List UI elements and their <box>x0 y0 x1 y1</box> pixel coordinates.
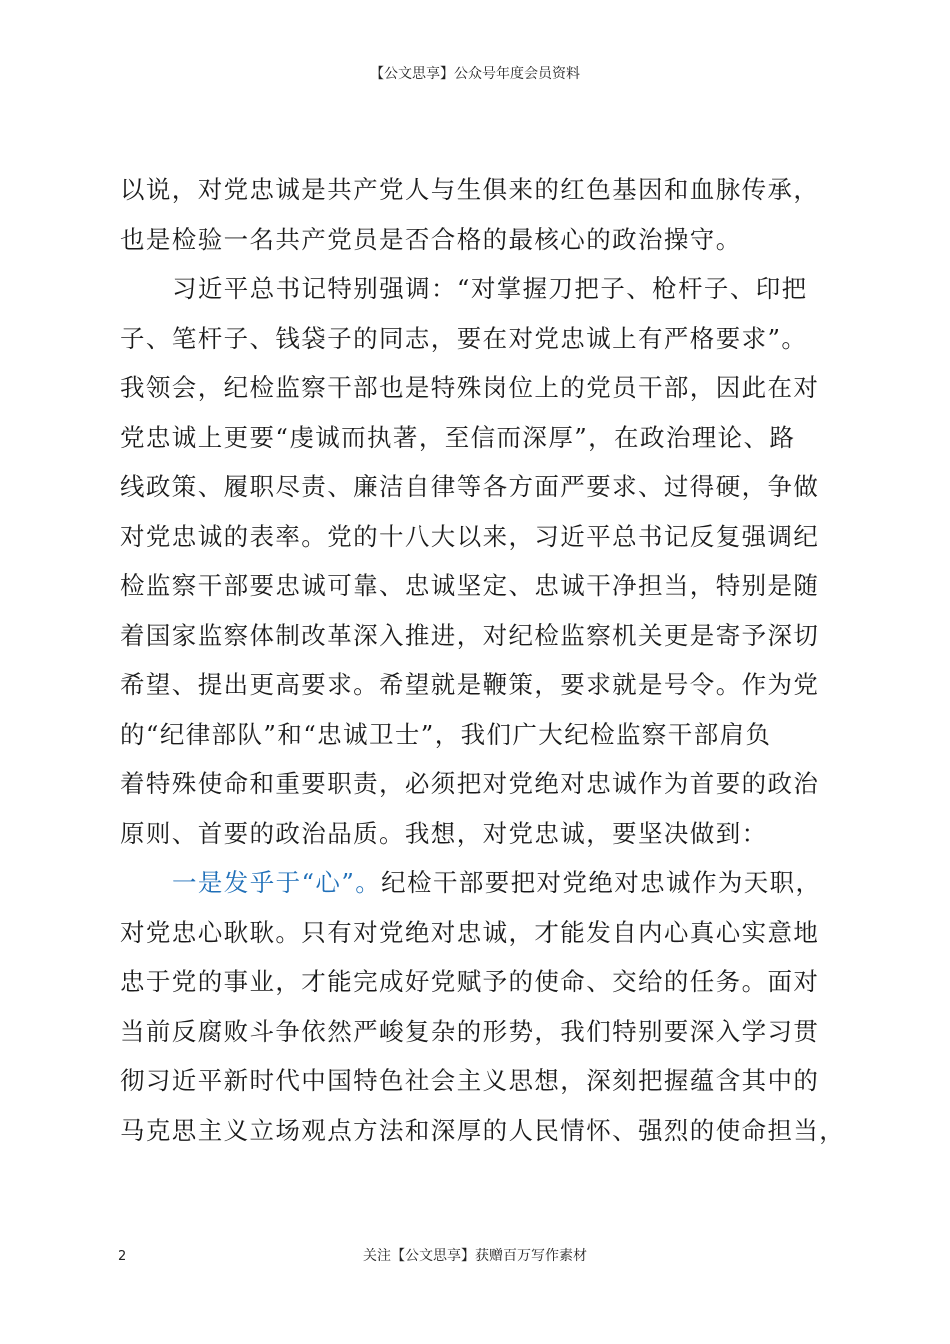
text-line: 对党忠心耿耿。只有对党绝对忠诚，才能发自内心真心实意地 <box>120 917 820 947</box>
page-header: 【公文思享】公众号年度会员资料 <box>370 66 580 82</box>
paragraph-1 <box>120 165 840 264</box>
text-line: 我领会，纪检监察干部也是特殊岗位上的党员干部，因此在对 <box>120 373 820 402</box>
text-line: 当前反腐败斗争依然严峻复杂的形势，我们特别要深入学习贯 <box>120 1016 820 1046</box>
text-line: 以说，对党忠诚是共产党人与生俱来的红色基因和血脉传承， <box>120 175 820 204</box>
text-line: 希望、提出更高要求。希望就是鞭策，要求就是号令。作为党 <box>120 670 820 699</box>
text-span: 纪检干部要把对党绝对忠诚作为天职， <box>381 868 822 897</box>
text-line: 马克思主义立场观点方法和深厚的人民情怀、强烈的使命担当， <box>120 1115 846 1145</box>
text-line: 子、笔杆子、钱袋子的同志，要在对党忠诚上有严格要求”。 <box>120 323 808 353</box>
text-line: 着特殊使命和重要职责，必须把对党绝对忠诚作为首要的政治 <box>120 769 820 798</box>
page-number: 2 <box>118 1249 127 1264</box>
text-line: 原则、首要的政治品质。我想，对党忠诚，要坚决做到： <box>120 818 768 848</box>
text-line: 习近平总书记特别强调：“对掌握刀把子、枪杆子、印把 <box>172 274 808 303</box>
text-line: 彻习近平新时代中国特色社会主义思想，深刻把握蕴含其中的 <box>120 1066 820 1095</box>
paragraph-2 <box>120 264 840 858</box>
text-line: 的“纪律部队”和“忠诚卫士”，我们广大纪检监察干部肩负 <box>120 719 772 749</box>
text-line: 对党忠诚的表率。党的十八大以来，习近平总书记反复强调纪 <box>120 521 820 551</box>
text-line <box>120 858 840 908</box>
text-line: 忠于党的事业，才能完成好党赋予的使命、交给的任务。面对 <box>120 967 820 996</box>
text-line: 线政策、履职尽责、廉洁自律等各方面严要求、过得硬，争做 <box>120 472 820 501</box>
text-line: 检监察干部要忠诚可靠、忠诚坚定、忠诚干净担当，特别是随 <box>120 571 820 600</box>
text-line: 也是检验一名共产党员是否合格的最核心的政治操守。 <box>120 224 742 254</box>
text-line: 着国家监察体制改革深入推进，对纪检监察机关更是寄予深切 <box>120 620 820 650</box>
paragraph-3 <box>120 858 846 1155</box>
section-heading: 一是发乎于“心”。 <box>172 868 382 897</box>
page-footer: 关注【公文思享】获赠百万写作素材 <box>363 1248 587 1264</box>
document-body <box>120 165 846 1155</box>
text-line: 党忠诚上更要“虔诚而执著，至信而深厚”，在政治理论、路 <box>120 422 796 452</box>
